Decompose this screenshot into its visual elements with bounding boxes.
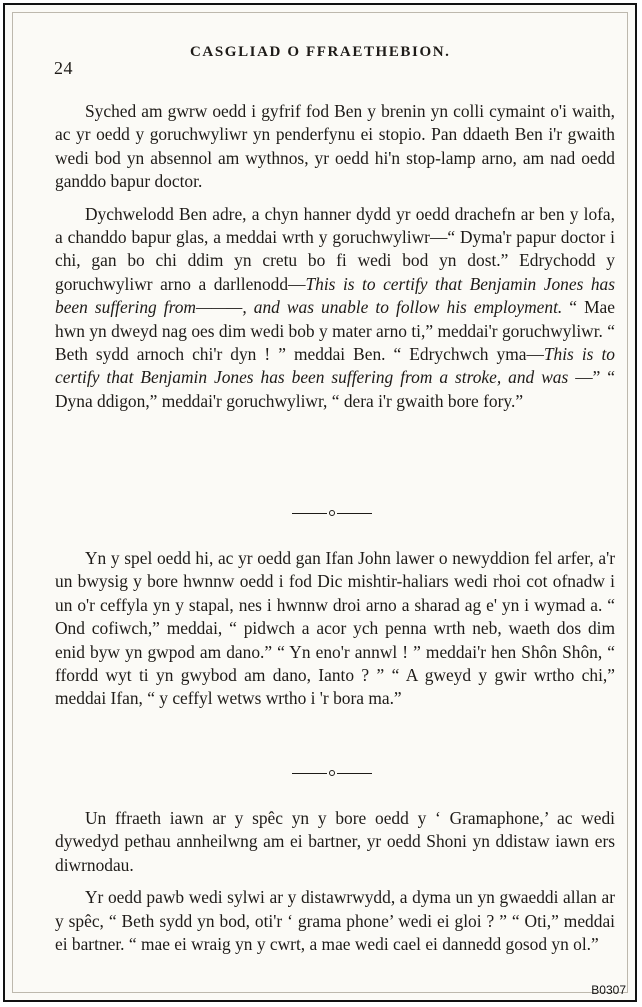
- separator-rule-right: [337, 773, 372, 774]
- story-1: [55, 100, 615, 413]
- separator-ornament: [329, 510, 335, 516]
- story-3-paragraph-1: Un ffraeth iawn ar y spêc yn y bore oedd y ‘ Gramaphone,’ ac wedi dywedyd pethau annheilwng am ei bartner, yr oedd Shoni yn ddistaw iawn ers diwrnodau.: [55, 808, 615, 875]
- section-separator: [292, 768, 372, 778]
- separator-rule-left: [292, 513, 327, 514]
- certificate-text-1: This is to certify that Benjamin Jones has been suffering from———, and was unable to follow his employment.: [55, 273, 615, 318]
- story-2-paragraph-1: Yn y spel oedd hi, ac yr oedd gan Ifan John lawer o newyddion fel arfer, a'r un bwysig y bore hwnnw oedd i fod Dic mishtir-haliars wedi rhoi cot ofnadw i un o'r ceffyla yn y stapal, nes i hwnnw droi arno a sharad ag e' yn i wymad a. “ Ond cofiwch,” meddai, “ pidwch a acor ych penna wrth neb, waeth dos dim enid byw yn gwpod am dano.” “ Yn eno'r annwl ! ” meddai'r hen Shôn Shôn, “ ffordd wyt ti yn gwybod am dano, Ianto ? ” “ A gweyd y gwir wrtho chi,” meddai Ifan, “ y ceffyl wetws wrtho i 'r bora ma.”: [55, 548, 615, 709]
- story-2: [55, 547, 615, 711]
- archive-id-label: B0307: [591, 983, 626, 997]
- running-title: CASGLIAD O FFRAETHEBION.: [190, 44, 451, 60]
- section-separator: [292, 508, 372, 518]
- page-number: 24: [54, 58, 73, 78]
- story-1-text-3: —” “ Dyna ddigon,” meddai'r goruchwyliwr, “ dera i'r gwaith bore fory.”: [55, 367, 615, 411]
- story-3-paragraph-2: Yr oedd pawb wedi sylwi ar y distawrwydd, a dyma un yn gwaeddi allan ar y spêc, “ Beth sydd yn bod, oti'r ‘ grama phone’ wedi ei gloi ? ” “ Oti,” meddai ei bartner. “ mae ei wraig yn y cwrt, a mae wedi cael ei dannedd gosod yn ol.”: [55, 887, 615, 955]
- story-1-text-1: Dychwelodd Ben adre, a chyn hanner dydd yr oedd drachefn ar ben y lofa, a chanddo bapur glas, a meddai wrth y goruchwyliwr—“ Dyma'r papur doctor i chi, gan bo chi ddim yn cretu bo fi wedi bod yn dost.” Edrychodd y goruchwyliwr arno a darllenodd—: [55, 203, 615, 294]
- certificate-text-2: This is to certify that Benjamin Jones has been suffering from a stroke, and was: [55, 344, 615, 388]
- story-1-text-2: “ Mae hwn yn dweyd nag oes dim wedi bob y mater arno ti,” meddai'r goruchwyliwr. “ Beth sydd arnoch chi'r dyn ! ” meddai Ben. “ Edrychwch yma—: [55, 297, 615, 365]
- story-1-paragraph-1: Syched am gwrw oedd i gyfrif fod Ben y brenin yn colli cymaint o'i waith, ac yr oedd y goruchwyliwr yn penderfynu ei stopio. Pan ddaeth Ben i'r gwaith wedi bod yn absennol am wythnos, yr oedd hi'n stop-lamp arno, am nad oedd ganddo bapur doctor.: [55, 101, 615, 192]
- separator-rule-right: [337, 513, 372, 514]
- story-1-paragraph-2: [55, 203, 615, 414]
- separator-ornament: [329, 770, 335, 776]
- separator-rule-left: [292, 773, 327, 774]
- story-3: [55, 807, 615, 956]
